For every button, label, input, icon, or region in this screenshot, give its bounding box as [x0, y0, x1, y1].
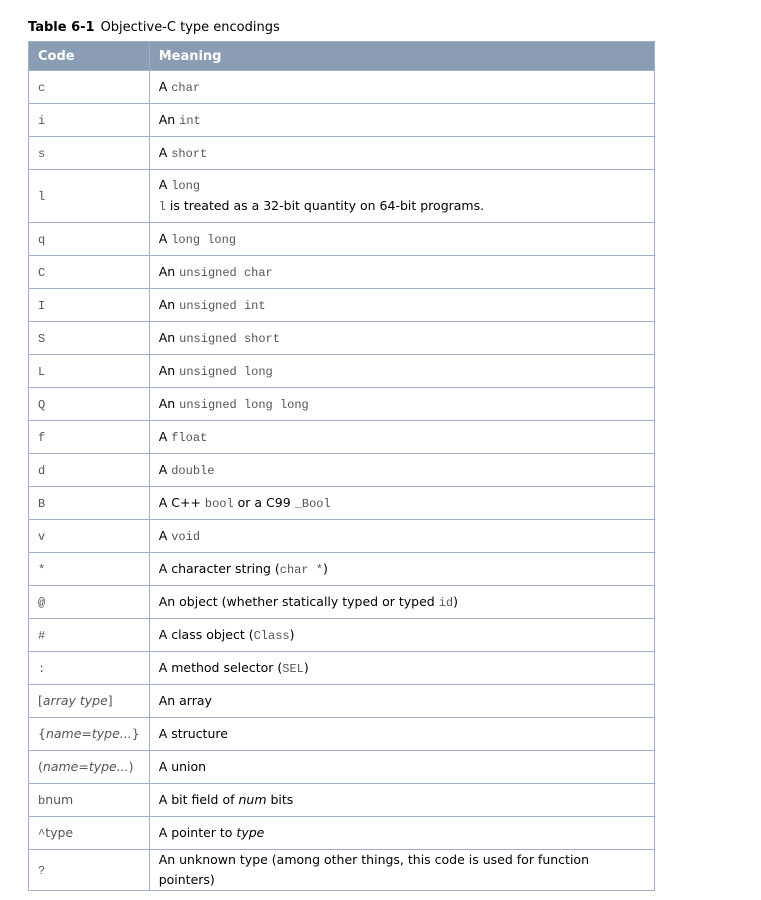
table-header-row — [29, 42, 655, 71]
table-row — [29, 454, 655, 487]
header-code: Code — [29, 42, 150, 71]
table-row — [29, 619, 655, 652]
code-cell: v — [29, 520, 150, 553]
table-row — [29, 289, 655, 322]
code-cell: c — [29, 71, 150, 104]
meaning-cell: An unknown type (among other things, this code is used for function pointers) — [149, 850, 654, 891]
table-row — [29, 421, 655, 454]
table-row — [29, 520, 655, 553]
meaning-cell: A char — [149, 71, 654, 104]
header-meaning: Meaning — [149, 42, 654, 71]
table-row — [29, 718, 655, 751]
meaning-cell: An unsigned char — [149, 256, 654, 289]
meaning-cell: An unsigned int — [149, 289, 654, 322]
meaning-cell: An unsigned long long — [149, 388, 654, 421]
meaning-cell: An array — [149, 685, 654, 718]
code-cell: s — [29, 137, 150, 170]
type-encodings-table — [28, 41, 655, 891]
meaning-cell: A bit field of num bits — [149, 784, 654, 817]
meaning-cell: A character string (char *) — [149, 553, 654, 586]
meaning-cell: An object (whether statically typed or typed id) — [149, 586, 654, 619]
table-row — [29, 71, 655, 104]
meaning-cell: A void — [149, 520, 654, 553]
table-row — [29, 751, 655, 784]
table-row — [29, 652, 655, 685]
code-cell: Q — [29, 388, 150, 421]
table-row — [29, 487, 655, 520]
table-row — [29, 553, 655, 586]
code-cell: q — [29, 223, 150, 256]
code-cell: C — [29, 256, 150, 289]
meaning-cell: An int — [149, 104, 654, 137]
table-row — [29, 256, 655, 289]
code-cell: bnum — [29, 784, 150, 817]
code-cell: d — [29, 454, 150, 487]
meaning-cell: A class object (Class) — [149, 619, 654, 652]
table-row — [29, 586, 655, 619]
table-row — [29, 170, 655, 223]
code-cell: L — [29, 355, 150, 388]
meaning-cell: A long l is treated as a 32-bit quantity on 64-bit programs. — [149, 170, 654, 223]
table-row — [29, 137, 655, 170]
table-row — [29, 850, 655, 891]
meaning-cell: A structure — [149, 718, 654, 751]
code-cell: [array type] — [29, 685, 150, 718]
table-row — [29, 817, 655, 850]
meaning-cell: A long long — [149, 223, 654, 256]
code-cell: : — [29, 652, 150, 685]
table-row — [29, 784, 655, 817]
table-row — [29, 355, 655, 388]
code-cell: {name=type...} — [29, 718, 150, 751]
meaning-cell: A float — [149, 421, 654, 454]
table-row — [29, 322, 655, 355]
meaning-cell: An unsigned short — [149, 322, 654, 355]
code-cell: (name=type...) — [29, 751, 150, 784]
code-cell: @ — [29, 586, 150, 619]
code-cell: I — [29, 289, 150, 322]
code-cell: S — [29, 322, 150, 355]
code-cell: # — [29, 619, 150, 652]
meaning-cell: An unsigned long — [149, 355, 654, 388]
code-cell: l — [29, 170, 150, 223]
table-number: Table 6-1 — [28, 20, 95, 35]
table-body — [29, 71, 655, 891]
code-cell: ? — [29, 850, 150, 891]
code-cell: B — [29, 487, 150, 520]
meaning-note: l is treated as a 32-bit quantity on 64-bit programs. — [158, 198, 485, 214]
code-cell: i — [29, 104, 150, 137]
table-title: Objective-C type encodings — [100, 20, 280, 35]
table-caption — [28, 20, 280, 36]
meaning-cell: A short — [149, 137, 654, 170]
table-row — [29, 104, 655, 137]
table-row — [29, 223, 655, 256]
meaning-cell: A C++ bool or a C99 _Bool — [149, 487, 654, 520]
meaning-cell: A method selector (SEL) — [149, 652, 654, 685]
table-row — [29, 388, 655, 421]
meaning-cell: A double — [149, 454, 654, 487]
code-cell: f — [29, 421, 150, 454]
code-cell: ^type — [29, 817, 150, 850]
meaning-cell: A pointer to type — [149, 817, 654, 850]
meaning-cell: A union — [149, 751, 654, 784]
table-row — [29, 685, 655, 718]
code-cell: * — [29, 553, 150, 586]
